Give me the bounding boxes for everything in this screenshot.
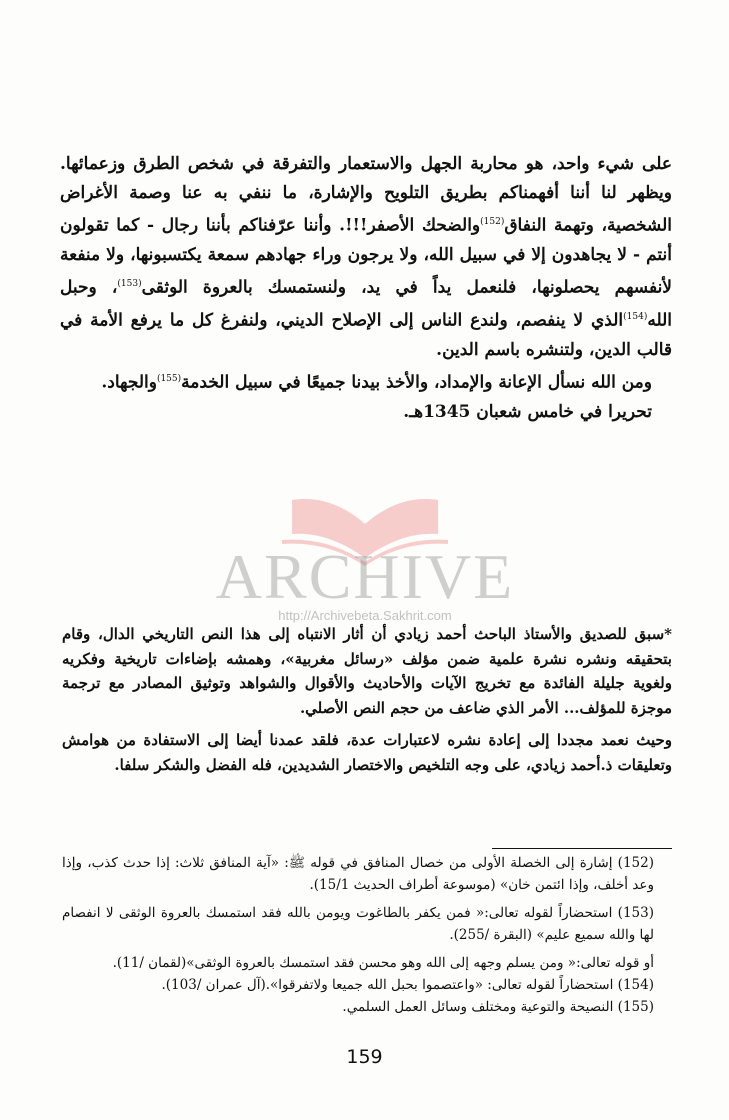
footnote-155: (155) النصيحة والتوعية ومختلف وسائل العمل السلمي. xyxy=(342,999,654,1015)
open-book-icon xyxy=(210,480,520,570)
footnote-separator xyxy=(492,848,672,849)
footnote-ref-153[interactable]: (153) xyxy=(117,279,142,290)
main-paragraph-2 xyxy=(60,365,672,398)
footnote-153-continued: أو قوله تعالى:« ومن يسلم وجهه إلى الله وهو محسن فقد استمسك بالعروة الوثقى»(لقمان /11). xyxy=(112,955,654,971)
main-text-run: ومن الله نسأل الإعانة والإمداد، والأخذ بيدنا جميعًا في سبيل الخدمة xyxy=(181,373,652,394)
date-line: تحريرا في خامس شعبان 1345هـ. xyxy=(403,402,652,423)
main-text-run: والجهاد. xyxy=(101,373,157,394)
main-text-run: والضحك الأصفر!!!. وأننا عرّفناكم بأننا رجال - كما تقولون أنتم - لا يجاهدون إلا في سبيل الله، ولا يرجون وراء جهادهم سمعة يكتسبونها، ولا منفعة لأنفسهم يحصلونها، فلنعمل يداً في يد، ولنستمسك بالعروة الوثقى xyxy=(60,216,672,299)
footnote-ref-154[interactable]: (154) xyxy=(623,312,648,323)
footnote-154: (154) استحضاراً لقوله تعالى: «واعتصموا بحبل الله جميعا ولاتفرقوا».(آل عمران /103). xyxy=(161,977,654,993)
footnote-ref-155[interactable]: (155) xyxy=(156,374,182,385)
footnote-ref-152[interactable]: (152) xyxy=(480,217,505,228)
page-number: 159 xyxy=(346,1046,383,1068)
footnote-152: (152) إشارة إلى الخصلة الأولى من خصال المنافق في قوله ﷺ: «آية المنافق ثلاث: إذا حدث كذب، وإذا وعد أخلف، وإذا ائتمن خان» (موسوعة أطراف الحديث 15/1). xyxy=(62,855,654,893)
footnote-153: (153) استحضاراً لقوله تعالى:« فمن يكفر بالطاغوت ويومن بالله فقد استمسك بالعروة الوثقى لا انفصام لها والله سميع عليم» (البقرة /255). xyxy=(62,905,654,943)
editor-note-paragraph-1: *سبق للصديق والأستاذ الباحث أحمد زيادي أن أثار الانتباه إلى هذا النص التاريخي الدال، وقام بتحقيقه ونشره نشرة علمية ضمن مؤلف «رسائل مغربية»، وهمشه بإضاءات تاريخية وفكريه ولغوية جليلة الفائدة مع تخريج الآيات والأحاديث والأقوال والشواهد وتوثيق المصادر مع ترجمة موجزة للمؤلف... الأمر الذي ضاعف من حجم النص الأصلي. xyxy=(62,625,672,717)
main-text-run: ، وحبل الله xyxy=(60,278,672,331)
main-text xyxy=(60,150,672,427)
footnotes xyxy=(62,852,672,1018)
main-paragraph-1 xyxy=(60,150,672,365)
editor-note xyxy=(62,622,672,777)
main-text-run: الذي لا ينفصم، ولندع الناس إلى الإصلاح الديني، ولنفرغ كل ما يرفع الأمة في قالب الدين، ولتنشره باسم الدين. xyxy=(60,310,672,361)
main-text-run: على شيء واحد، هو محاربة الجهل والاستعمار والتفرقة في شخص الطرق وزعمائها. ويظهر لنا أننا أفهمناكم بطريق التلويح والإشارة، ما ننفي به عنا وصمة الأغراض الشخصية، وتهمة النفاق xyxy=(60,154,673,237)
watermark-url: http://Archivebeta.Sakhrit.com xyxy=(278,608,452,623)
watermark-text: ARCHIVE xyxy=(215,541,515,612)
editor-note-paragraph-2: وحيث نعمد مجددا إلى إعادة نشره لاعتبارات عدة، فلقد عمدنا أيضا إلى الاستفادة من هوامش وتعليقات ذ.أحمد زيادي، على وجه التلخيص والاختصار الشديدين، فله الفضل والشكر سلفا. xyxy=(62,731,672,774)
archive-watermark xyxy=(210,480,520,630)
